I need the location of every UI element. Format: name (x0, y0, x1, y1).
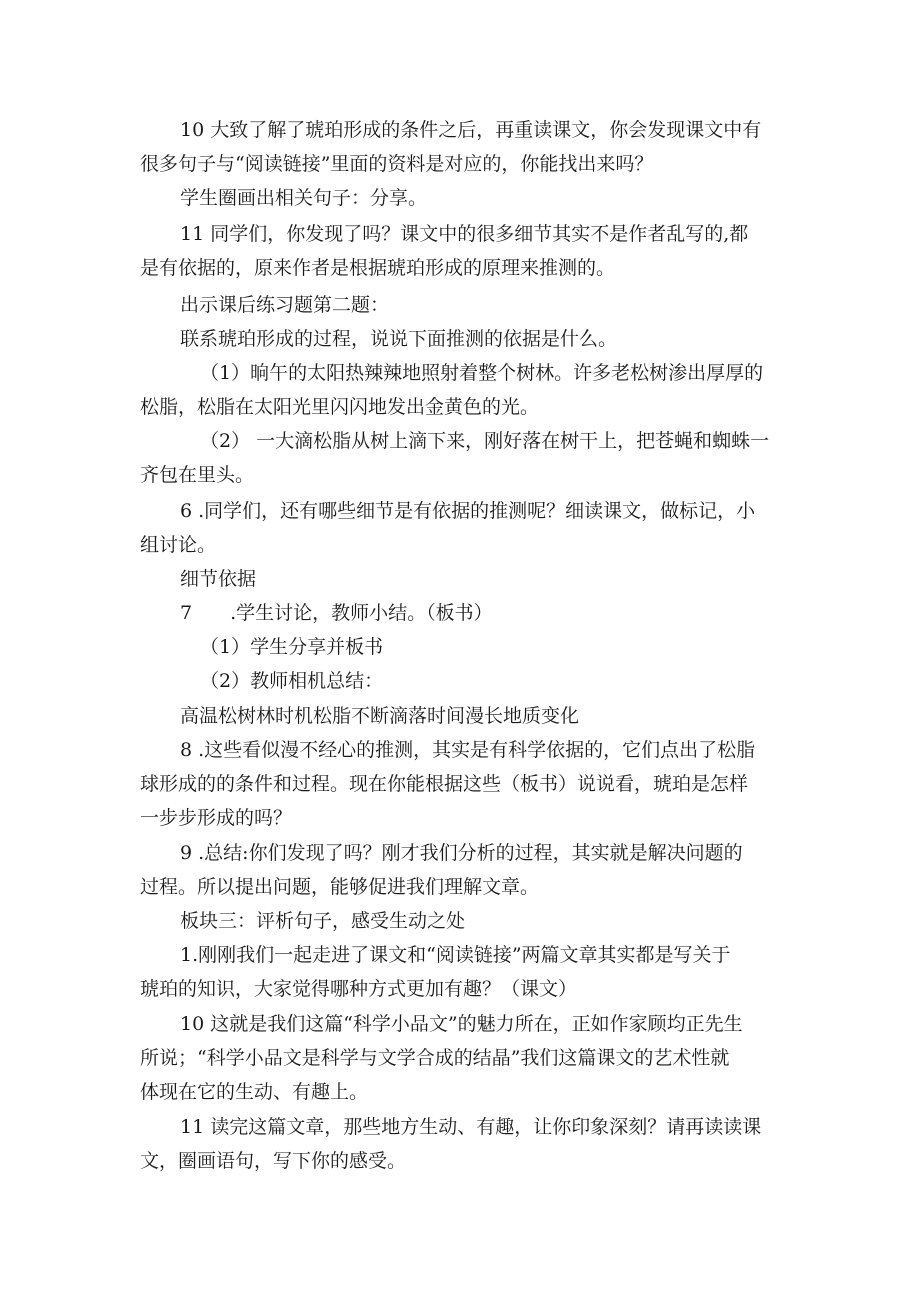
section-heading-block-3 (140, 904, 795, 938)
paragraph-10-reread (140, 113, 795, 181)
text-line: 高温松树林时机松脂不断滴落时间漫长地质变化 (180, 705, 580, 727)
text-line: 11 读完这篇文章，那些地方生动、有趣，让你印象深刻？请再读读课 (180, 1116, 762, 1138)
paragraph-student-share (140, 181, 795, 215)
text-line: 过程。所以提出问题，能够促进我们理解文章。 (140, 876, 540, 898)
paragraph-11-reading (140, 1110, 795, 1178)
paragraph-exercise-title (140, 288, 795, 322)
paragraph-1-compare (140, 938, 795, 1006)
text-line: 齐包在里头。 (140, 464, 255, 486)
text-line: 出示课后练习题第二题： (180, 294, 390, 316)
text-line: 体现在它的生动、有趣上。 (140, 1081, 369, 1103)
text-line: 10 大致了解了琥珀形成的条件之后，再重读课文，你会发现课文中有 (180, 119, 762, 141)
paragraph-8-inference (140, 733, 795, 835)
paragraph-sub-1 (140, 630, 795, 664)
text-line: （1）晌午的太阳热辣辣地照射着整个树林。许多老松树渗出厚厚的 (200, 362, 764, 384)
text-line: 文，圈画语句，写下你的感受。 (140, 1150, 407, 1172)
text-line: （2） 一大滴松脂从树上滴下来，刚好落在树干上，把苍蝇和蜘蛛一 (200, 430, 770, 452)
paragraph-exercise-question (140, 322, 795, 356)
text-line: 松脂，松脂在太阳光里闪闪地发出金黄色的光。 (140, 396, 540, 418)
paragraph-board-keywords (140, 699, 795, 733)
text-line: 8 .这些看似漫不经心的推测，其实是有科学依据的，它们点出了松脂 (180, 739, 756, 761)
text-line: 组讨论。 (140, 534, 217, 556)
paragraph-6-details (140, 494, 795, 562)
text-line: 所说；“科学小品文是科学与文学合成的结晶”我们这篇课文的艺术性就 (140, 1047, 730, 1069)
paragraph-7-summary (140, 596, 795, 630)
paragraph-detail-basis (140, 562, 795, 596)
text-line: 10 这就是我们这篇“科学小品文”的魅力所在，正如作家顾均正先生 (180, 1013, 743, 1035)
paragraph-item-1 (140, 356, 795, 424)
text-line: 很多句子与“阅读链接”里面的资料是对应的，你能找出来吗？ (140, 153, 654, 175)
text-line: 细节依据 (180, 568, 257, 590)
text-line: （2）教师相机总结： (200, 670, 384, 692)
text-line: （1）学生分享并板书 (200, 636, 384, 658)
text-line: 学生圈画出相关句子：分享。 (180, 187, 428, 209)
text-line: 6 .同学们，还有哪些细节是有依据的推测呢？细读课文，做标记，小 (180, 500, 756, 522)
text-line: 琥珀的知识，大家觉得哪种方式更加有趣？（课文） (140, 978, 578, 1000)
text-line: 是有依据的，原来作者是根据琥珀形成的原理来推测的。 (140, 257, 616, 279)
text-line: 板块三：评析句子，感受生动之处 (180, 910, 466, 932)
paragraph-9-conclusion (140, 836, 795, 904)
paragraph-item-2 (140, 424, 795, 492)
paragraph-sub-2 (140, 664, 795, 698)
text-line: 球形成的的条件和过程。现在你能根据这些（板书）说说看，琥珀是怎样 (140, 773, 749, 795)
text-line: 一步步形成的吗？ (140, 807, 293, 829)
paragraph-10-charm (140, 1007, 795, 1109)
text-line: 7 .学生讨论，教师小结。（板书） (180, 602, 493, 624)
text-line: 联系琥珀形成的过程，说说下面推测的依据是什么。 (180, 328, 618, 350)
text-line: 1.刚刚我们一起走进了课文和“阅读链接”两篇文章其实都是写关于 (180, 944, 731, 966)
text-line: 9 .总结:你们发现了吗？刚才我们分析的过程，其实就是解决问题的 (180, 842, 743, 864)
paragraph-11-discover (140, 217, 795, 285)
text-line: 11 同学们，你发现了吗？课文中的很多细节其实不是作者乱写的,都 (180, 223, 749, 245)
